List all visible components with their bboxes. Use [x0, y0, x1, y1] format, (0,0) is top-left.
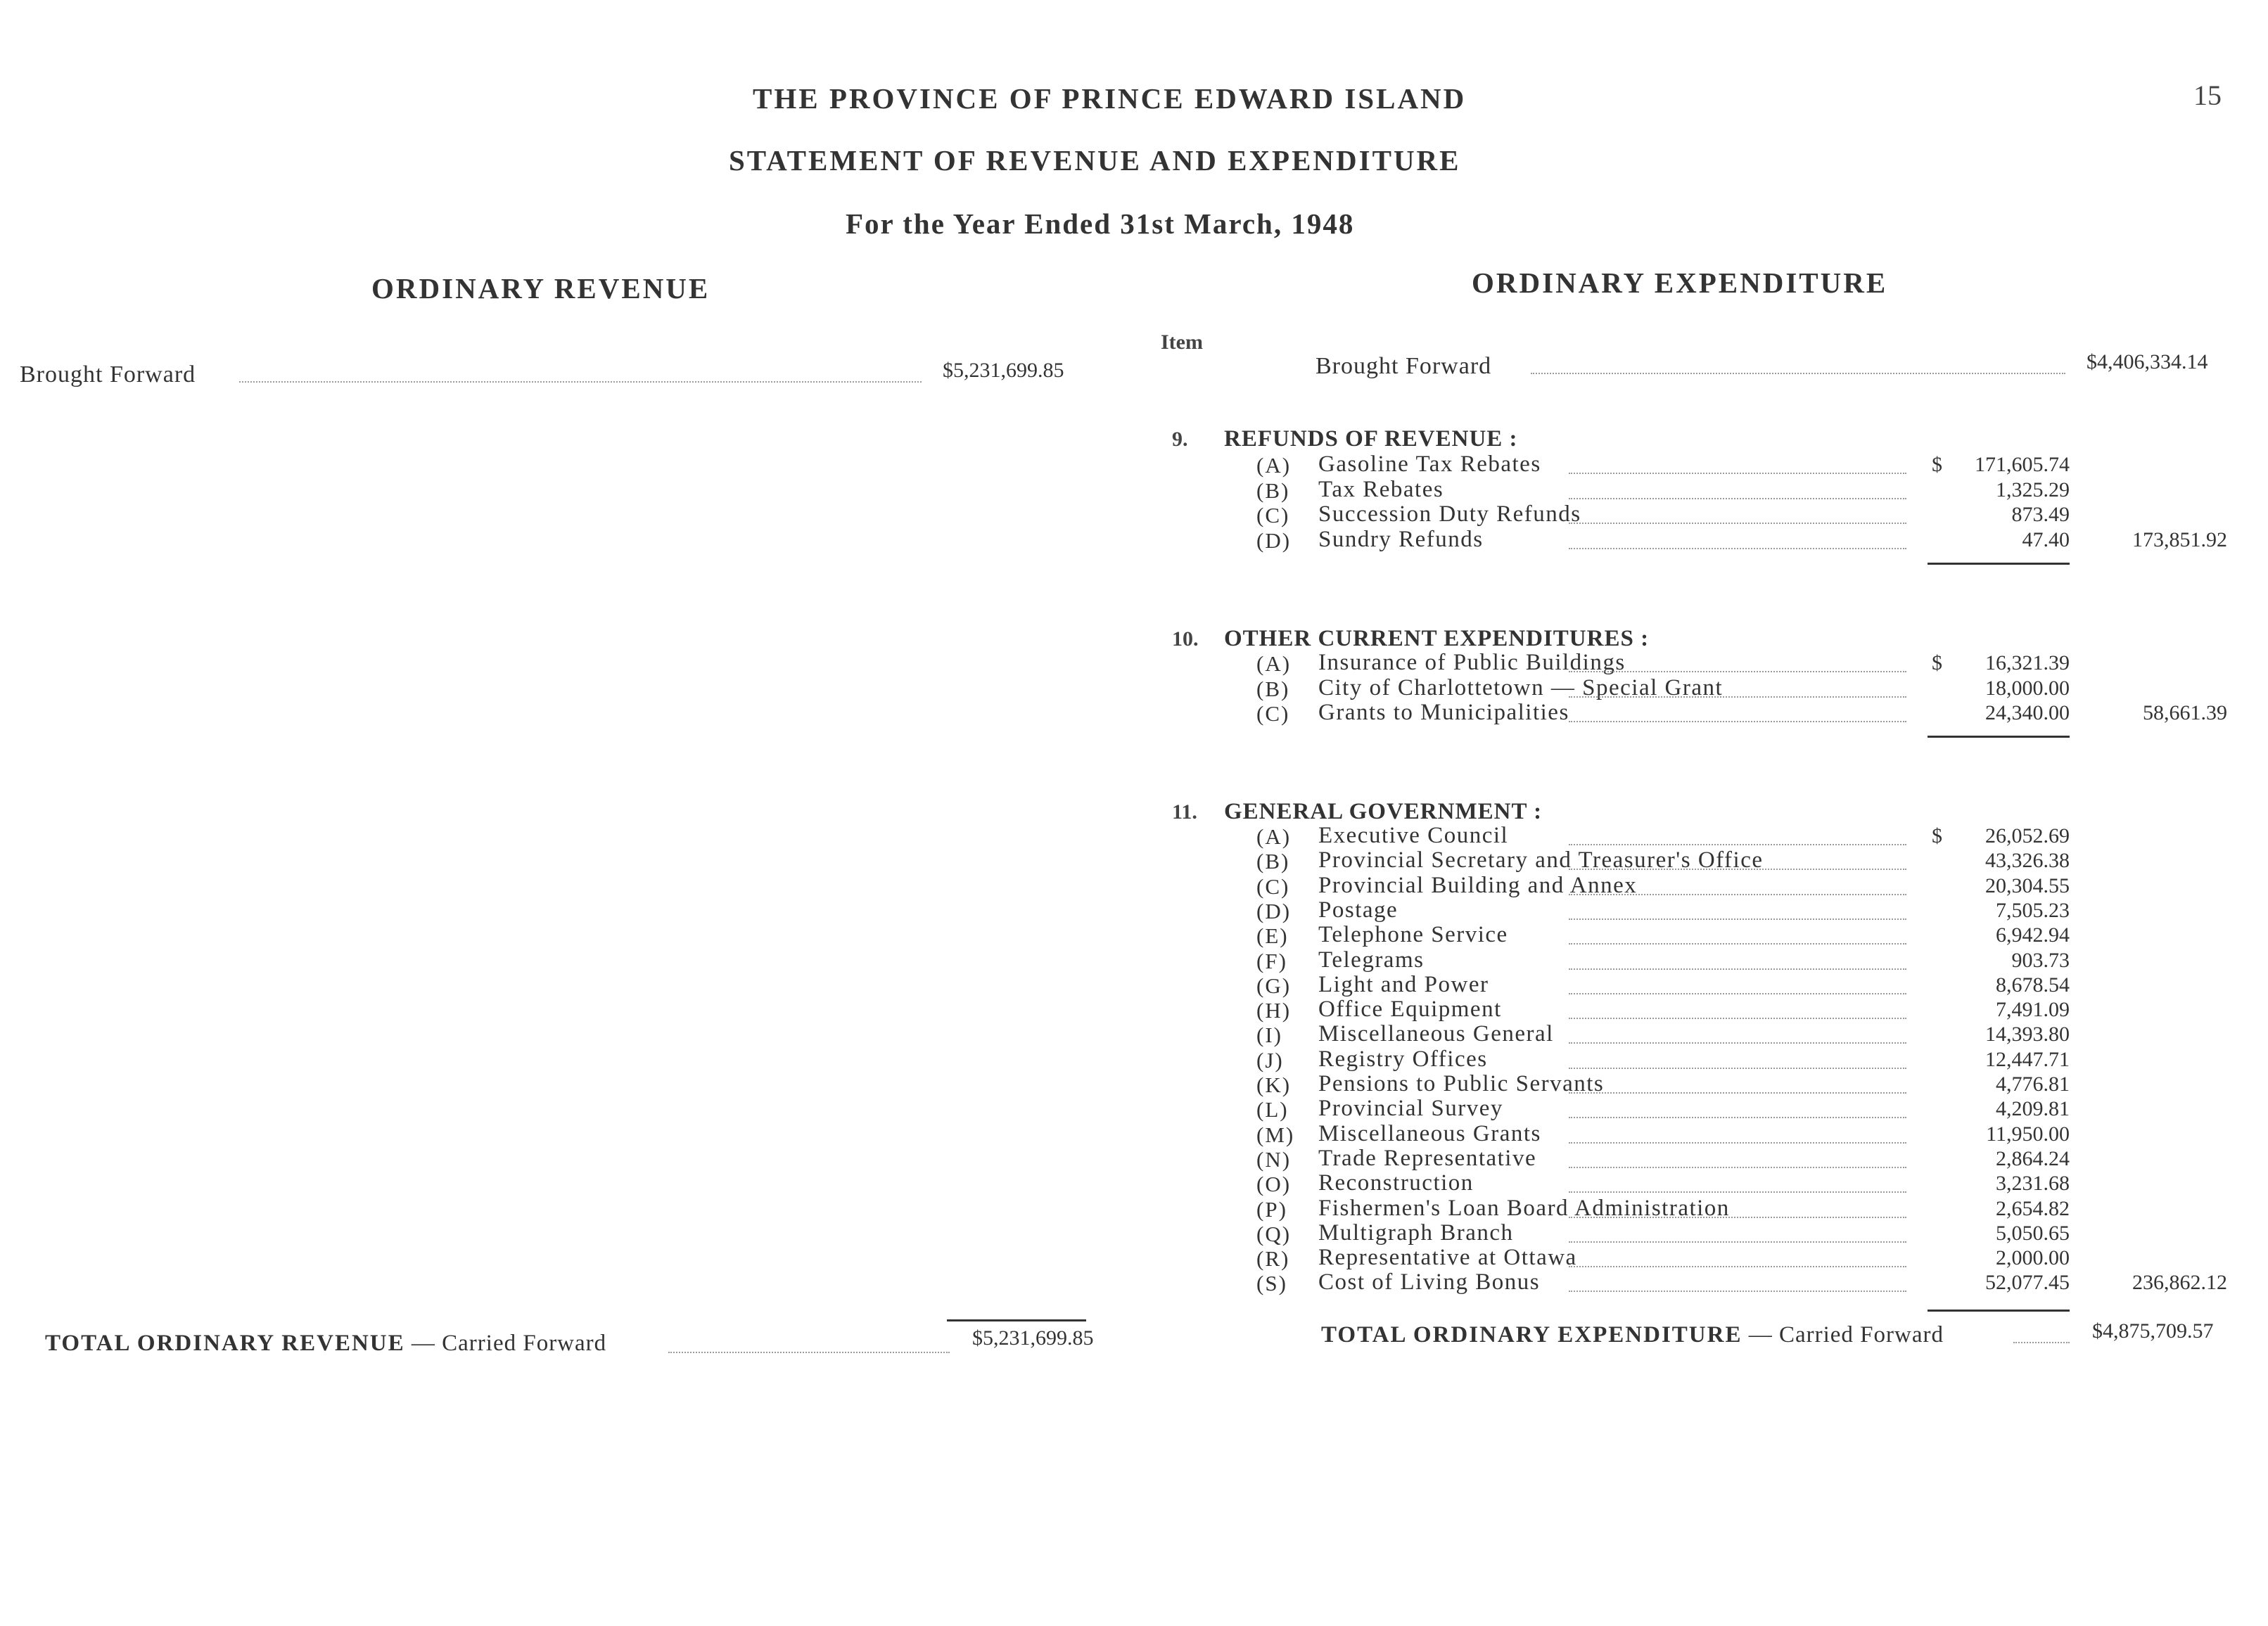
line-amount: 52,077.45	[1985, 1271, 2070, 1294]
leader-dots	[1569, 1291, 1906, 1292]
item-column-label: Item	[1161, 331, 1203, 354]
leader-dots	[239, 381, 922, 383]
line-letter: (F)	[1256, 949, 1287, 973]
line-description: Miscellaneous Grants	[1318, 1121, 1541, 1146]
revenue-heading: ORDINARY REVENUE	[371, 272, 711, 305]
line-description: Telephone Service	[1318, 922, 1508, 947]
line-description: Provincial Secretary and Treasurer's Office	[1318, 847, 1764, 873]
section-total-rule	[1928, 563, 2070, 565]
revenue-brought-forward-label: Brought Forward	[20, 361, 196, 388]
line-amount: 171,605.74	[1975, 453, 2070, 476]
section-total: 236,862.12	[2132, 1271, 2227, 1294]
line-description: Multigraph Branch	[1318, 1220, 1514, 1246]
line-letter: (C)	[1256, 874, 1290, 899]
line-letter: (R)	[1256, 1246, 1290, 1271]
line-letter: (B)	[1256, 849, 1290, 873]
dollar-sign: $	[1932, 651, 1942, 674]
leader-dots	[1569, 473, 1906, 474]
leader-dots	[1569, 894, 1906, 895]
line-description: Cost of Living Bonus	[1318, 1269, 1541, 1295]
line-description: Trade Representative	[1318, 1146, 1537, 1171]
dollar-sign: $	[1932, 824, 1942, 847]
line-amount: 2,000.00	[1996, 1246, 2070, 1269]
page-title: THE PROVINCE OF PRINCE EDWARD ISLAND	[753, 82, 1467, 115]
line-amount: 4,209.81	[1996, 1097, 2070, 1120]
line-letter: (H)	[1256, 998, 1292, 1023]
line-description: Grants to Municipalities	[1318, 700, 1569, 725]
line-amount: 4,776.81	[1996, 1073, 2070, 1096]
leader-dots	[1569, 721, 1906, 722]
line-letter: (C)	[1256, 701, 1290, 726]
line-letter: (O)	[1256, 1172, 1292, 1196]
leader-dots	[1569, 918, 1906, 920]
line-amount: 7,491.09	[1996, 998, 2070, 1021]
line-letter: (N)	[1256, 1147, 1292, 1172]
leader-dots	[1569, 498, 1906, 499]
leader-dots	[1569, 1241, 1906, 1243]
line-description: Postage	[1318, 897, 1399, 923]
line-description: Office Equipment	[1318, 997, 1502, 1022]
leader-dots	[1569, 1191, 1906, 1193]
section-total: 173,851.92	[2132, 528, 2227, 551]
page-number: 15	[2193, 79, 2222, 111]
line-description: City of Charlottetown — Special Grant	[1318, 675, 1724, 700]
section-total-rule	[1928, 736, 2070, 738]
line-description: Light and Power	[1318, 972, 1489, 997]
line-amount: 11,950.00	[1986, 1122, 2070, 1146]
line-amount: 903.73	[2011, 949, 2070, 972]
line-description: Miscellaneous General	[1318, 1021, 1554, 1046]
item-number: 9.	[1172, 428, 1188, 451]
line-amount: 16,321.39	[1985, 651, 2070, 674]
line-amount: 24,340.00	[1985, 701, 2070, 724]
line-description: Succession Duty Refunds	[1318, 501, 1581, 527]
leader-dots	[1569, 671, 1906, 672]
line-description: Insurance of Public Buildings	[1318, 650, 1626, 675]
line-letter: (M)	[1256, 1122, 1295, 1147]
line-letter: (E)	[1256, 923, 1289, 948]
leader-dots	[1569, 1117, 1906, 1118]
leader-dots	[1531, 373, 2065, 374]
line-amount: 18,000.00	[1985, 677, 2070, 700]
item-number: 10.	[1172, 627, 1199, 651]
line-letter: (A)	[1256, 824, 1292, 849]
line-description: Executive Council	[1318, 823, 1509, 848]
expenditure-subtotal-rule	[1928, 1310, 2070, 1312]
leader-dots	[1569, 1266, 1906, 1267]
revenue-brought-forward-amount: $5,231,699.85	[943, 359, 1064, 382]
leader-dots	[1569, 869, 1906, 870]
leader-dots	[1569, 1068, 1906, 1069]
line-letter: (Q)	[1256, 1222, 1292, 1246]
line-letter: (K)	[1256, 1073, 1292, 1097]
line-amount: 5,050.65	[1996, 1222, 2070, 1245]
expenditure-total-amount: $4,875,709.57	[2092, 1319, 2214, 1343]
leader-dots	[1569, 943, 1906, 945]
line-description: Representative at Ottawa	[1318, 1245, 1577, 1270]
line-amount: 6,942.94	[1996, 923, 2070, 947]
leader-dots	[1569, 1217, 1906, 1218]
line-amount: 14,393.80	[1985, 1023, 2070, 1046]
expenditure-brought-forward-amount: $4,406,334.14	[2087, 350, 2208, 373]
line-amount: 1,325.29	[1996, 478, 2070, 501]
item-number: 11.	[1172, 800, 1197, 824]
line-amount: 873.49	[2011, 503, 2070, 526]
revenue-total-label: TOTAL ORDINARY REVENUE — Carried Forward	[45, 1331, 607, 1356]
section-title: REFUNDS OF REVENUE :	[1224, 426, 1518, 452]
leader-dots	[1569, 548, 1906, 549]
line-description: Gasoline Tax Rebates	[1318, 452, 1541, 477]
line-letter: (A)	[1256, 453, 1292, 478]
section-title: OTHER CURRENT EXPENDITURES :	[1224, 626, 1650, 651]
line-letter: (P)	[1256, 1197, 1287, 1222]
line-amount: 47.40	[2022, 528, 2070, 551]
line-amount: 26,052.69	[1985, 824, 2070, 847]
line-description: Telegrams	[1318, 947, 1425, 973]
line-amount: 2,864.24	[1996, 1147, 2070, 1170]
expenditure-brought-forward-label: Brought Forward	[1315, 353, 1492, 379]
line-amount: 7,505.23	[1996, 899, 2070, 922]
leader-dots	[1569, 993, 1906, 994]
leader-dots	[1569, 968, 1906, 970]
dollar-sign: $	[1932, 453, 1942, 476]
line-description: Fishermen's Loan Board Administration	[1318, 1196, 1730, 1221]
line-letter: (C)	[1256, 503, 1290, 527]
line-letter: (B)	[1256, 478, 1290, 503]
line-amount: 12,447.71	[1985, 1048, 2070, 1071]
line-letter: (B)	[1256, 677, 1290, 701]
leader-dots	[1569, 696, 1906, 698]
leader-dots	[1569, 1142, 1906, 1144]
line-letter: (D)	[1256, 899, 1292, 923]
line-amount: 3,231.68	[1996, 1172, 2070, 1195]
line-amount: 8,678.54	[1996, 973, 2070, 997]
section-total: 58,661.39	[2143, 701, 2227, 724]
line-letter: (D)	[1256, 528, 1292, 553]
line-amount: 2,654.82	[1996, 1197, 2070, 1220]
section-title: GENERAL GOVERNMENT :	[1224, 799, 1543, 824]
leader-dots	[1569, 1092, 1906, 1094]
line-letter: (A)	[1256, 651, 1292, 676]
line-description: Sundry Refunds	[1318, 527, 1484, 552]
leader-dots	[668, 1352, 950, 1353]
line-description: Provincial Building and Annex	[1318, 873, 1638, 898]
line-description: Pensions to Public Servants	[1318, 1071, 1605, 1096]
leader-dots	[1569, 1042, 1906, 1044]
leader-dots	[1569, 1018, 1906, 1019]
expenditure-heading: ORDINARY EXPENDITURE	[1472, 267, 1888, 299]
revenue-total-amount: $5,231,699.85	[972, 1326, 1094, 1350]
line-letter: (I)	[1256, 1023, 1282, 1047]
line-letter: (G)	[1256, 973, 1292, 998]
leader-dots	[1569, 523, 1906, 524]
line-description: Provincial Survey	[1318, 1096, 1503, 1121]
line-description: Registry Offices	[1318, 1046, 1488, 1072]
line-amount: 20,304.55	[1985, 874, 2070, 897]
line-letter: (J)	[1256, 1048, 1284, 1073]
leader-dots	[2013, 1342, 2070, 1343]
expenditure-total-label: TOTAL ORDINARY EXPENDITURE — Carried Forward	[1321, 1322, 1944, 1347]
line-letter: (L)	[1256, 1097, 1289, 1122]
leader-dots	[1569, 1167, 1906, 1168]
line-letter: (S)	[1256, 1271, 1287, 1295]
line-description: Reconstruction	[1318, 1170, 1474, 1196]
line-amount: 43,326.38	[1985, 849, 2070, 872]
statement-subtitle: STATEMENT OF REVENUE AND EXPENDITURE	[729, 144, 1461, 177]
statement-period: For the Year Ended 31st March, 1948	[846, 207, 1355, 240]
leader-dots	[1569, 844, 1906, 845]
revenue-total-rule	[947, 1319, 1086, 1321]
line-description: Tax Rebates	[1318, 477, 1444, 502]
